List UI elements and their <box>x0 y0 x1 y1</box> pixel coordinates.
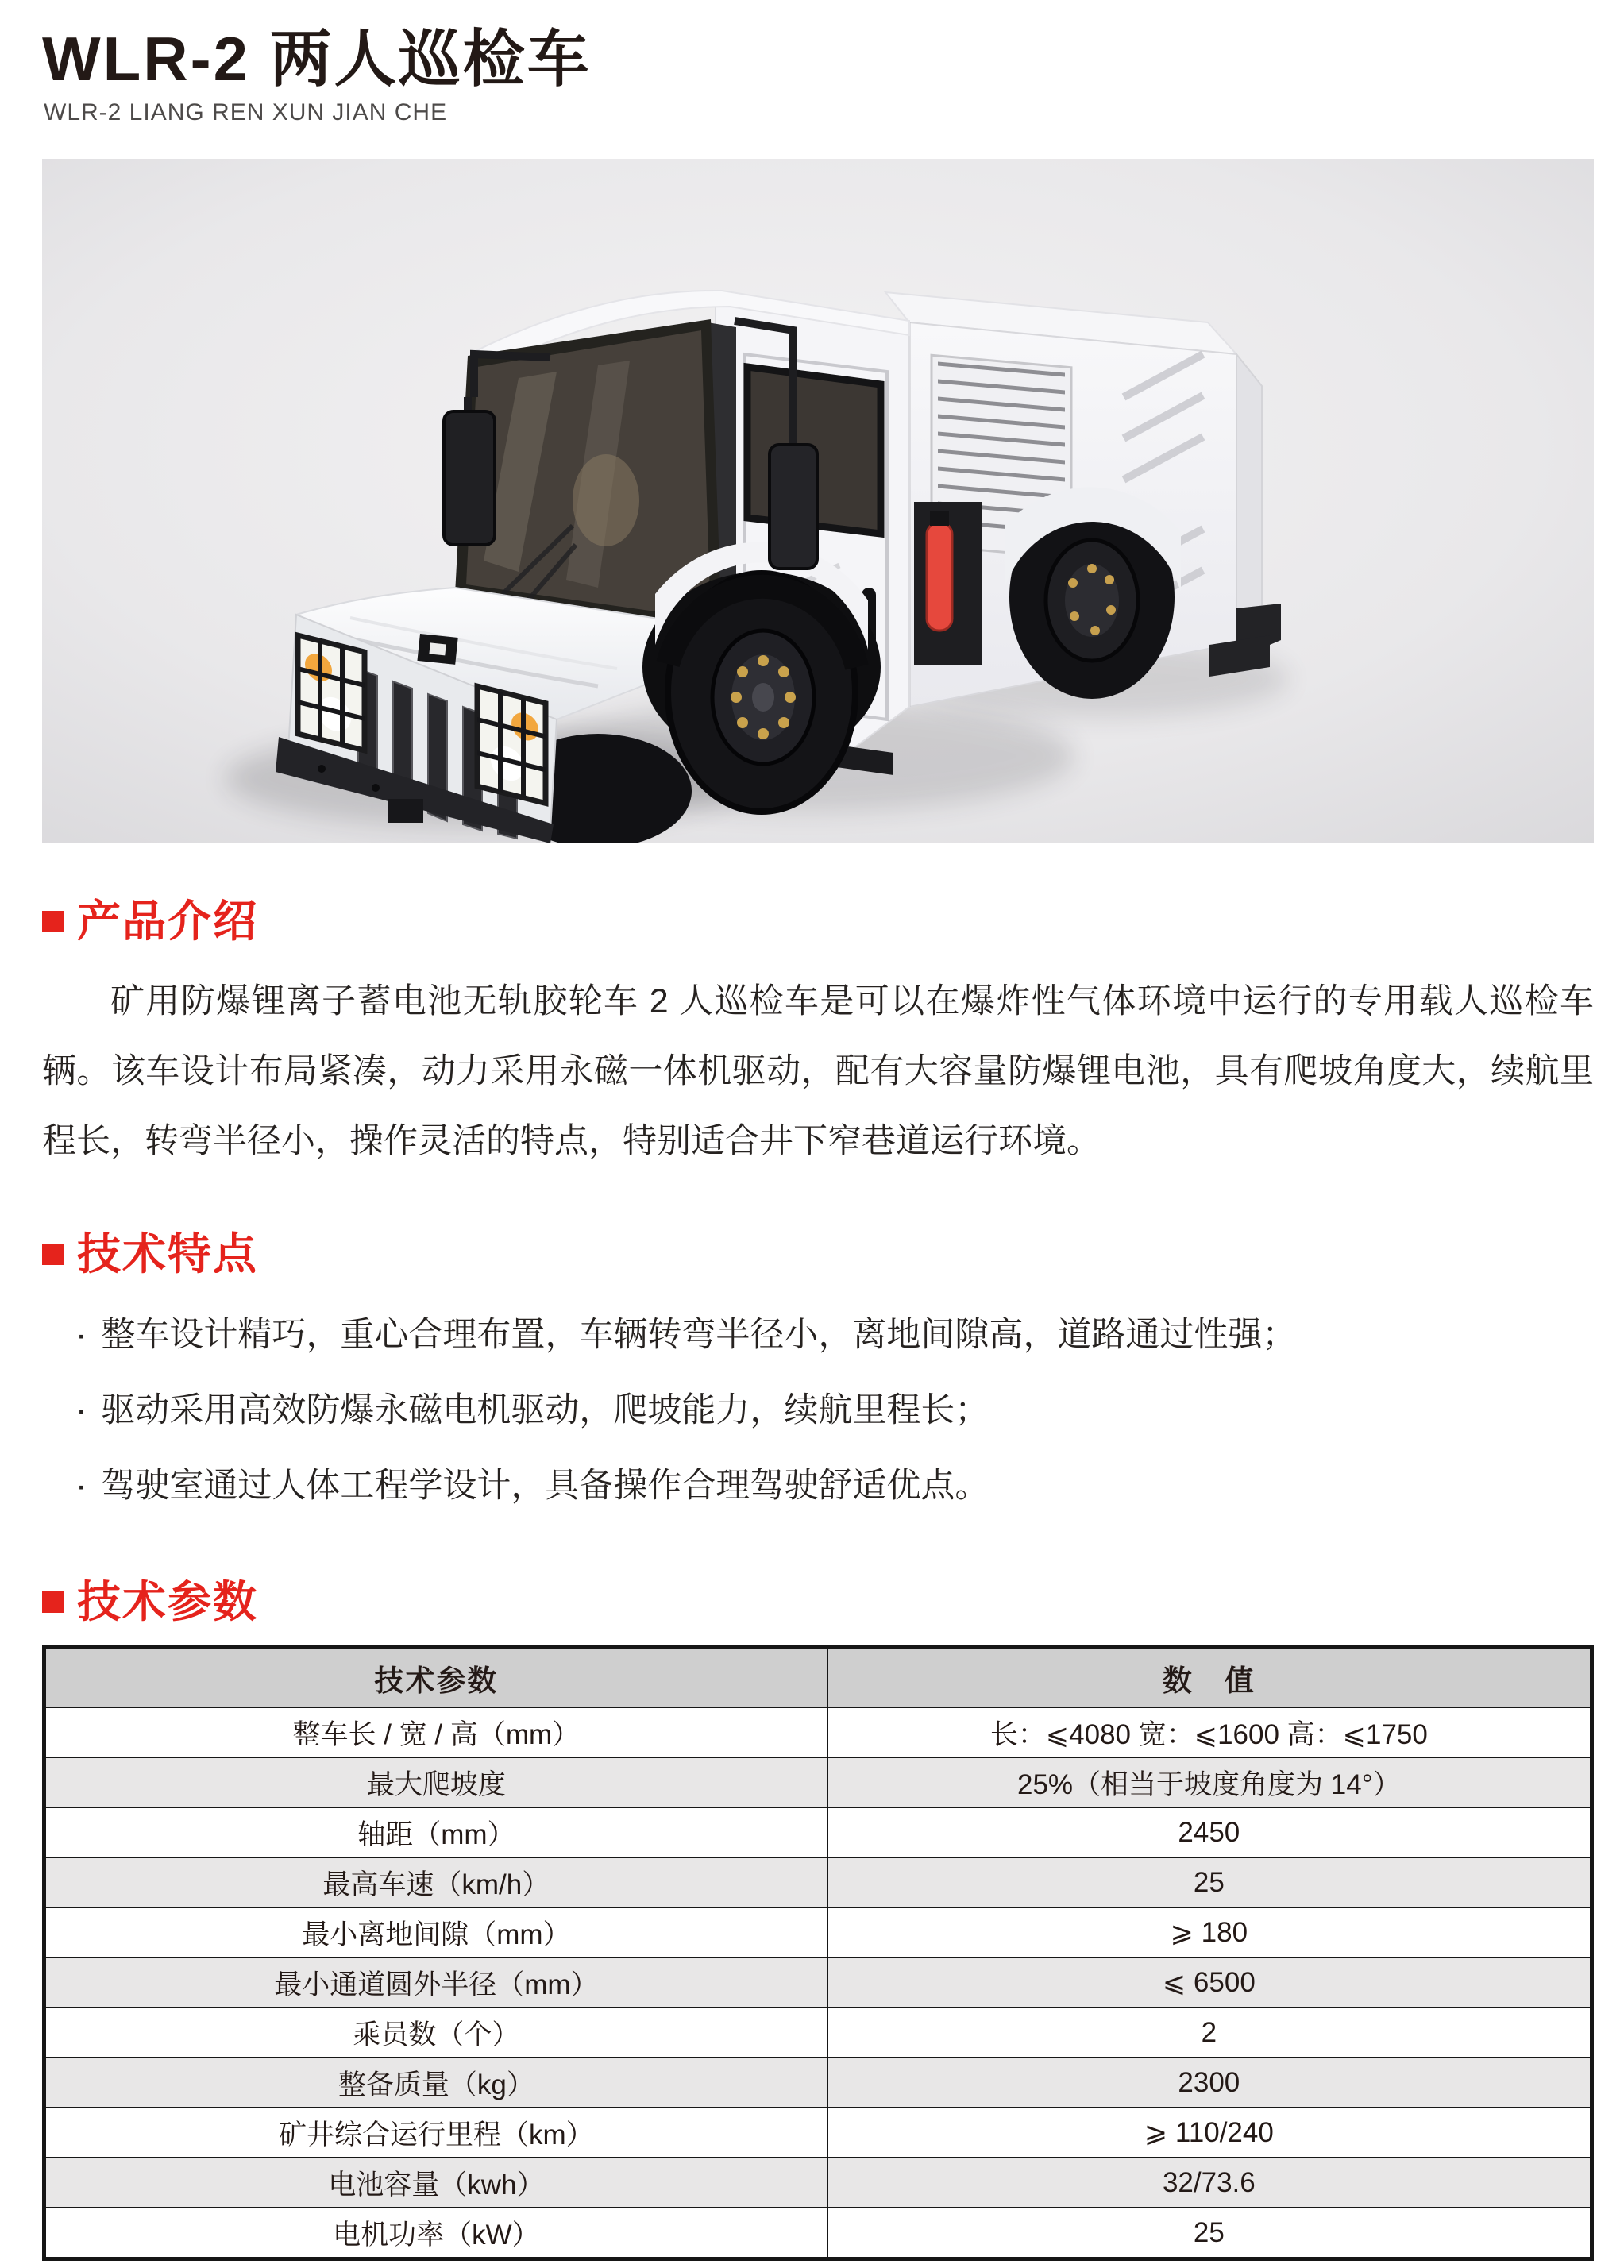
table-row <box>44 2008 1592 2058</box>
section-heading-label: 产品介绍 <box>77 897 259 946</box>
feature-item <box>75 1373 1594 1448</box>
seat-silhouette <box>573 454 639 546</box>
value-column-header: 数 值 <box>827 1648 1592 1708</box>
section-marker-square <box>42 1591 64 1613</box>
spec-param: 最大爬坡度 <box>44 1757 827 1807</box>
table-row <box>44 2058 1592 2108</box>
spec-param: 矿井综合运行里程（km） <box>44 2108 827 2158</box>
intro-paragraph: 矿用防爆锂离子蓄电池无轨胶轮车 2 人巡检车是可以在爆炸性气体环境中运行的专用载人巡检车辆。该车设计布局紧凑，动力采用永磁一体机驱动，配有大容量防爆锂电池，具有爬坡角度大，续航里程长，转弯半径小，操作灵活的特点，特别适合井下窄巷道运行环境。 <box>42 982 1594 1160</box>
page-subtitle: WLR-2 LIANG REN XUN JIAN CHE <box>44 99 448 125</box>
feature-text: 驾驶室通过人体工程学设计，具备操作合理驾驶舒适优点。 <box>101 1467 989 1505</box>
hood-emblem-icon <box>417 634 457 665</box>
hero-image <box>42 159 1594 843</box>
feature-text: 驱动采用高效防爆永磁电机驱动，爬坡能力，续航里程长； <box>101 1391 989 1429</box>
bullet-dot: · <box>75 1391 87 1429</box>
spec-param: 轴距（mm） <box>44 1807 827 1857</box>
vehicle-illustration <box>42 159 1594 843</box>
section-marker-square <box>42 1244 64 1265</box>
spec-value: 2450 <box>827 1807 1592 1857</box>
table-row <box>44 1857 1592 1907</box>
table-row <box>44 2108 1592 2158</box>
section-heading-label: 技术参数 <box>77 1577 259 1626</box>
headlight-right-icon <box>477 686 546 803</box>
table-row <box>44 1807 1592 1857</box>
spec-table <box>42 1645 1594 2261</box>
bullet-dot: · <box>75 1316 87 1354</box>
spec-value: 2300 <box>827 2058 1592 2108</box>
fire-extinguisher-icon <box>927 511 952 631</box>
spec-value: 25 <box>827 2208 1592 2259</box>
section-heading-specs <box>42 1567 1594 1630</box>
spec-value: 长：⩽4080 宽：⩽1600 高：⩽1750 <box>827 1707 1592 1757</box>
table-row <box>44 1907 1592 1958</box>
bullet-dot: · <box>75 1467 87 1505</box>
section-marker-square <box>42 911 64 932</box>
section-heading-features <box>42 1219 1594 1282</box>
spec-value: 32/73.6 <box>827 2158 1592 2208</box>
param-column-header: 技术参数 <box>44 1648 827 1708</box>
table-row <box>44 2208 1592 2259</box>
table-row <box>44 1958 1592 2008</box>
section-heading-intro <box>42 886 1594 949</box>
feature-item <box>75 1298 1594 1373</box>
spec-param: 整备质量（kg） <box>44 2058 827 2108</box>
feature-text: 整车设计精巧，重心合理布置，车辆转弯半径小，离地间隙高，道路通过性强； <box>101 1316 1297 1354</box>
spec-value: 2 <box>827 2008 1592 2058</box>
page-title: WLR-2 两人巡检车 <box>42 24 592 94</box>
feature-list <box>42 1298 1594 1524</box>
spec-value: ⩾ 110/240 <box>827 2108 1592 2158</box>
spec-param: 最高车速（km/h） <box>44 1857 827 1907</box>
feature-item <box>75 1448 1594 1524</box>
spec-value: 25 <box>827 1857 1592 1907</box>
spec-value: 25%（相当于坡度角度为 14°） <box>827 1757 1592 1807</box>
table-row <box>44 1707 1592 1757</box>
spec-value: ⩾ 180 <box>827 1907 1592 1958</box>
spec-value: ⩽ 6500 <box>827 1958 1592 2008</box>
headlight-left-icon <box>298 635 365 750</box>
table-row <box>44 2158 1592 2208</box>
spec-param: 电池容量（kwh） <box>44 2158 827 2208</box>
spec-param: 最小离地间隙（mm） <box>44 1907 827 1958</box>
spec-param: 最小通道圆外半径（mm） <box>44 1958 827 2008</box>
table-row <box>44 1757 1592 1807</box>
spec-param: 整车长 / 宽 / 高（mm） <box>44 1707 827 1757</box>
section-heading-label: 技术特点 <box>77 1229 259 1279</box>
table-header-row <box>44 1648 1592 1708</box>
spec-param: 电机功率（kW） <box>44 2208 827 2259</box>
spec-param: 乘员数（个） <box>44 2008 827 2058</box>
